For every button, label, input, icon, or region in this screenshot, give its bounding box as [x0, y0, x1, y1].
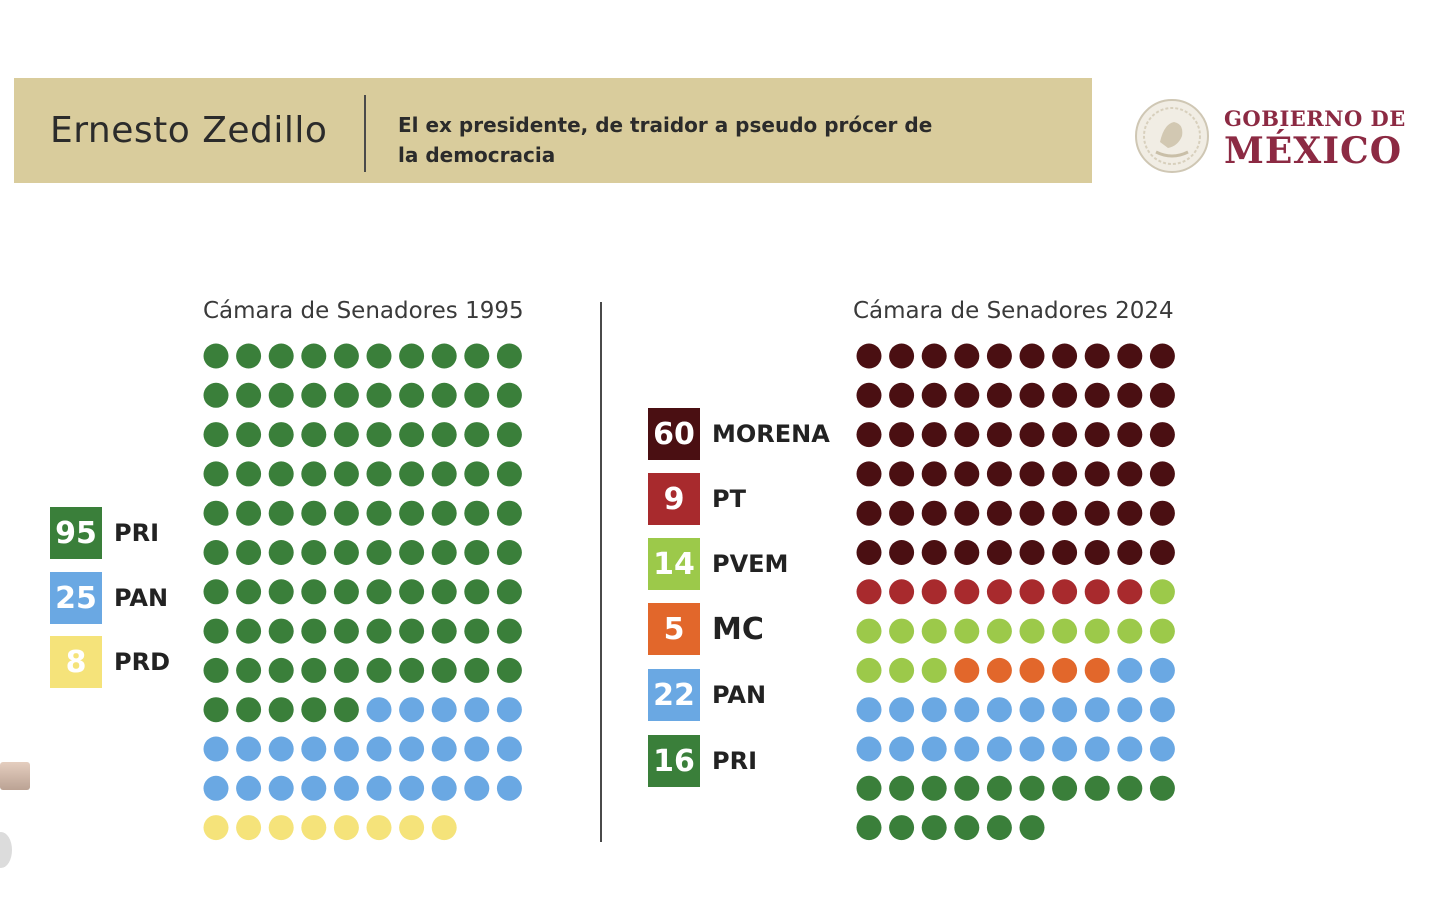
seat-dot-morena [889, 344, 914, 369]
seat-dot-pt [1020, 579, 1045, 604]
seat-dot-pri [1117, 776, 1142, 801]
seat-dot-pri [922, 776, 947, 801]
seat-dot-pri [399, 383, 424, 408]
seat-dot-pan [1117, 658, 1142, 683]
seat-dot-pri [334, 383, 359, 408]
seat-dot-pri [204, 501, 229, 526]
seat-dot-pan [301, 737, 326, 762]
seat-dot-pri [497, 383, 522, 408]
seat-dot-pri [334, 697, 359, 722]
chart-title-2024: Cámara de Senadores 2024 [853, 298, 1174, 324]
header-name: Ernesto Zedillo [50, 110, 328, 151]
seat-dot-pri [269, 344, 294, 369]
seat-dot-pan [889, 737, 914, 762]
seat-dot-pri [1020, 776, 1045, 801]
seat-dot-morena [857, 501, 882, 526]
legend-label: PT [712, 485, 746, 513]
seat-dot-pri [497, 579, 522, 604]
legend-value: 25 [50, 572, 102, 624]
legend-label: PRI [114, 519, 159, 547]
seat-dot-pan [1150, 697, 1175, 722]
seat-dot-mc [954, 658, 979, 683]
seat-dot-morena [1085, 501, 1110, 526]
legend-label: MORENA [712, 420, 830, 448]
seat-dot-pan [1052, 737, 1077, 762]
seat-dot-pri [1020, 815, 1045, 840]
seat-dot-pt [1117, 579, 1142, 604]
seat-dot-morena [1020, 540, 1045, 565]
seat-dot-pri [269, 461, 294, 486]
seat-dot-pri [334, 619, 359, 644]
seat-dot-pri [301, 619, 326, 644]
seat-dot-pri [301, 540, 326, 565]
seat-dot-pri [464, 461, 489, 486]
seat-dot-pri [236, 383, 261, 408]
seat-dot-pri [464, 579, 489, 604]
seat-dot-morena [857, 344, 882, 369]
seat-dot-pvem [1020, 619, 1045, 644]
seat-dot-morena [987, 422, 1012, 447]
seat-dot-pan [1150, 737, 1175, 762]
seat-dot-pan [1117, 697, 1142, 722]
seat-dot-pri [399, 540, 424, 565]
seat-dot-morena [889, 422, 914, 447]
seat-dot-pri [432, 579, 457, 604]
seat-dot-morena [889, 501, 914, 526]
seat-dot-pri [464, 501, 489, 526]
seat-dot-pri [432, 422, 457, 447]
seat-dot-pt [889, 579, 914, 604]
seat-dot-morena [1085, 540, 1110, 565]
seat-dot-pan [857, 737, 882, 762]
seat-dot-prd [334, 815, 359, 840]
seat-dot-pan [367, 697, 392, 722]
seat-dot-pvem [987, 619, 1012, 644]
seat-dot-pri [301, 422, 326, 447]
seat-dot-pri [204, 540, 229, 565]
seat-dot-pri [432, 619, 457, 644]
seat-dot-pri [236, 461, 261, 486]
seat-dot-pri [497, 461, 522, 486]
seat-dot-pri [334, 344, 359, 369]
legend-value: 8 [50, 636, 102, 688]
seat-dot-pri [399, 658, 424, 683]
legend-label: PAN [114, 584, 169, 612]
seat-dot-pri [497, 422, 522, 447]
seat-dot-pan [269, 737, 294, 762]
seat-dot-pt [954, 579, 979, 604]
seat-dot-morena [1085, 383, 1110, 408]
seat-dot-pri [204, 344, 229, 369]
seat-dot-pri [399, 579, 424, 604]
seat-dot-pri [367, 658, 392, 683]
seat-dot-pri [269, 383, 294, 408]
seat-dot-pan [399, 737, 424, 762]
seat-dot-pan [204, 776, 229, 801]
seat-dot-pri [334, 658, 359, 683]
seat-dot-pri [432, 540, 457, 565]
seat-dot-pri [987, 776, 1012, 801]
seat-dot-pri [367, 579, 392, 604]
seat-dot-morena [889, 540, 914, 565]
seat-dot-pri [301, 579, 326, 604]
seat-dot-morena [1052, 461, 1077, 486]
seat-dot-pri [367, 383, 392, 408]
seat-dot-pri [497, 344, 522, 369]
seat-dot-pvem [1117, 619, 1142, 644]
seat-dot-pvem [922, 658, 947, 683]
seat-dot-morena [1150, 540, 1175, 565]
seat-dot-pan [236, 737, 261, 762]
seat-dot-prd [367, 815, 392, 840]
seat-dot-pri [954, 776, 979, 801]
seat-dot-pri [399, 461, 424, 486]
seat-dot-pvem [889, 619, 914, 644]
seat-dot-pri [497, 501, 522, 526]
legend-label: PRI [712, 747, 757, 775]
seat-dot-pt [922, 579, 947, 604]
seat-dot-pvem [1085, 619, 1110, 644]
seat-dot-pri [432, 344, 457, 369]
seat-dot-pri [334, 461, 359, 486]
seat-dot-pan [367, 776, 392, 801]
seat-dot-morena [1052, 344, 1077, 369]
seat-dot-pri [236, 501, 261, 526]
seat-dot-morena [1117, 501, 1142, 526]
seat-dot-pri [367, 540, 392, 565]
seat-dot-pri [857, 776, 882, 801]
seat-dot-pri [269, 658, 294, 683]
seat-dot-morena [922, 540, 947, 565]
seat-dot-morena [1150, 461, 1175, 486]
seat-dot-morena [1052, 422, 1077, 447]
seat-dot-morena [987, 383, 1012, 408]
seat-dot-pri [204, 579, 229, 604]
seat-dot-pri [1085, 776, 1110, 801]
seat-dot-morena [857, 540, 882, 565]
seat-dot-pri [334, 422, 359, 447]
seat-dot-pan [987, 697, 1012, 722]
seat-dot-prd [269, 815, 294, 840]
seat-dot-morena [1085, 344, 1110, 369]
seat-dot-pri [954, 815, 979, 840]
seat-dot-prd [204, 815, 229, 840]
seat-dot-morena [987, 501, 1012, 526]
seat-dot-pri [399, 344, 424, 369]
seat-dot-morena [1020, 344, 1045, 369]
seat-dot-pri [204, 697, 229, 722]
seat-dot-pvem [1150, 579, 1175, 604]
seat-dot-morena [1052, 540, 1077, 565]
seat-dot-pan [922, 697, 947, 722]
gov-line1: GOBIERNO DE [1224, 106, 1406, 131]
seat-dot-pri [301, 383, 326, 408]
seat-dot-pvem [1052, 619, 1077, 644]
seat-dot-morena [1085, 422, 1110, 447]
edge-photo-fragment [0, 762, 30, 790]
seat-dot-mc [1085, 658, 1110, 683]
seat-dot-pvem [857, 658, 882, 683]
seat-dot-pri [464, 540, 489, 565]
seat-dot-morena [857, 461, 882, 486]
seat-dot-pri [301, 697, 326, 722]
seat-dot-pan [464, 737, 489, 762]
seat-dot-morena [889, 461, 914, 486]
legend-value: 9 [648, 473, 700, 525]
seat-dot-morena [1117, 422, 1142, 447]
seat-dot-pri [269, 619, 294, 644]
seat-dot-morena [987, 344, 1012, 369]
seat-dot-pri [432, 383, 457, 408]
seat-dot-pan [987, 737, 1012, 762]
seat-dot-pri [399, 422, 424, 447]
seat-dot-prd [432, 815, 457, 840]
seat-dot-morena [1117, 540, 1142, 565]
seat-dot-pan [464, 776, 489, 801]
seat-dot-pri [204, 461, 229, 486]
seat-dot-pan [464, 697, 489, 722]
seat-dot-pan [1085, 697, 1110, 722]
seat-dot-pri [269, 579, 294, 604]
seat-dot-pan [432, 776, 457, 801]
seat-dot-pri [301, 344, 326, 369]
seat-dot-pri [204, 658, 229, 683]
seat-dot-pri [987, 815, 1012, 840]
seat-dot-morena [954, 540, 979, 565]
seat-dot-pan [432, 737, 457, 762]
seat-dot-pan [399, 776, 424, 801]
seat-dot-morena [1020, 383, 1045, 408]
seat-dot-morena [922, 501, 947, 526]
seat-dot-morena [922, 461, 947, 486]
seat-dot-pri [497, 540, 522, 565]
seat-dot-pan [1150, 658, 1175, 683]
seat-dot-morena [922, 383, 947, 408]
seat-dot-pri [464, 619, 489, 644]
seat-dot-pan [334, 737, 359, 762]
seat-dot-pan [301, 776, 326, 801]
header-subtitle-line2: la democracia [398, 143, 556, 167]
seat-dot-mc [1020, 658, 1045, 683]
seat-dot-pt [1052, 579, 1077, 604]
seat-dot-pan [497, 737, 522, 762]
seat-dot-morena [954, 501, 979, 526]
seat-dot-pri [399, 501, 424, 526]
seat-dot-morena [987, 540, 1012, 565]
seat-dot-pri [236, 579, 261, 604]
seat-dot-pri [367, 422, 392, 447]
seat-dot-pvem [889, 658, 914, 683]
seat-dot-pan [857, 697, 882, 722]
seat-dot-pt [857, 579, 882, 604]
chart-title-1995: Cámara de Senadores 1995 [203, 298, 524, 324]
legend-label: PRD [114, 648, 170, 676]
legend-label: PVEM [712, 550, 789, 578]
seat-dot-pri [432, 501, 457, 526]
seat-dot-pri [236, 344, 261, 369]
seat-dot-morena [1085, 461, 1110, 486]
legend-label: PAN [712, 681, 767, 709]
seat-dot-pan [269, 776, 294, 801]
seat-dot-pri [464, 422, 489, 447]
seat-dot-pri [497, 658, 522, 683]
seat-dot-pri [432, 658, 457, 683]
seat-dot-pri [301, 461, 326, 486]
seat-dot-morena [1020, 422, 1045, 447]
seat-dot-pri [889, 815, 914, 840]
seat-dot-morena [1150, 383, 1175, 408]
seat-dot-pan [1052, 697, 1077, 722]
seat-dot-pan [1020, 697, 1045, 722]
seat-dot-pan [432, 697, 457, 722]
legend-value: 16 [648, 735, 700, 787]
seat-dot-prd [399, 815, 424, 840]
seat-dot-pan [954, 697, 979, 722]
seat-dot-morena [1052, 383, 1077, 408]
seat-dot-pri [334, 501, 359, 526]
seat-dot-morena [1150, 501, 1175, 526]
seat-dot-pan [954, 737, 979, 762]
seat-dot-morena [857, 422, 882, 447]
seat-dot-pan [334, 776, 359, 801]
legend-label: MC [712, 611, 764, 647]
seat-dot-pan [1117, 737, 1142, 762]
seat-dot-morena [1117, 461, 1142, 486]
seat-dot-morena [987, 461, 1012, 486]
seat-dot-pri [889, 776, 914, 801]
seat-dot-pri [1150, 776, 1175, 801]
seat-dot-prd [301, 815, 326, 840]
seat-dot-pri [269, 422, 294, 447]
seat-dot-morena [954, 344, 979, 369]
header-subtitle-line1: El ex presidente, de traidor a pseudo prócer de [398, 113, 933, 137]
seat-dot-pan [497, 776, 522, 801]
seat-dot-morena [857, 383, 882, 408]
seat-dot-pan [236, 776, 261, 801]
seat-dot-pvem [857, 619, 882, 644]
seat-dot-pri [269, 501, 294, 526]
seat-dot-pan [922, 737, 947, 762]
seat-dot-morena [1020, 501, 1045, 526]
seat-dot-pri [367, 501, 392, 526]
seat-dot-pri [204, 422, 229, 447]
seat-dot-pri [334, 579, 359, 604]
seat-dot-pri [432, 461, 457, 486]
seat-dot-pan [889, 697, 914, 722]
seat-dot-pri [399, 619, 424, 644]
seat-dot-pri [236, 658, 261, 683]
seat-dot-morena [1117, 344, 1142, 369]
seat-dot-pri [236, 422, 261, 447]
legend-value: 60 [648, 408, 700, 460]
seat-dot-pan [399, 697, 424, 722]
seat-dot-morena [1052, 501, 1077, 526]
seat-dot-pri [204, 619, 229, 644]
seat-dot-pri [334, 540, 359, 565]
seat-dot-morena [1020, 461, 1045, 486]
seat-dot-morena [1150, 344, 1175, 369]
seat-dot-pri [204, 383, 229, 408]
seat-dot-pri [269, 697, 294, 722]
legend-value: 5 [648, 603, 700, 655]
seat-dot-mc [1052, 658, 1077, 683]
seat-dot-pt [1085, 579, 1110, 604]
seat-dot-morena [954, 383, 979, 408]
seat-dot-pri [269, 540, 294, 565]
seat-dot-morena [954, 422, 979, 447]
seat-dot-morena [954, 461, 979, 486]
seat-dot-pvem [1150, 619, 1175, 644]
seat-dot-pri [922, 815, 947, 840]
seat-dot-morena [1117, 383, 1142, 408]
seat-dot-morena [922, 422, 947, 447]
seat-dot-pri [367, 619, 392, 644]
seat-dot-pri [236, 540, 261, 565]
seat-dot-pri [464, 658, 489, 683]
seat-dot-pt [987, 579, 1012, 604]
gov-line2: MÉXICO [1224, 130, 1403, 172]
seat-dot-morena [889, 383, 914, 408]
seat-dot-prd [236, 815, 261, 840]
legend-value: 95 [50, 507, 102, 559]
seat-dot-pri [367, 344, 392, 369]
seat-dot-pri [497, 619, 522, 644]
seat-dot-pri [1052, 776, 1077, 801]
seat-dot-pan [497, 697, 522, 722]
legend-value: 22 [648, 669, 700, 721]
seat-dot-morena [1150, 422, 1175, 447]
seat-dot-pan [367, 737, 392, 762]
seat-dot-pri [367, 461, 392, 486]
seat-dot-pri [464, 383, 489, 408]
seat-dot-pri [464, 344, 489, 369]
seat-dot-pri [857, 815, 882, 840]
legend-value: 14 [648, 538, 700, 590]
seat-dot-pvem [954, 619, 979, 644]
seat-dot-mc [987, 658, 1012, 683]
seat-dot-pri [301, 501, 326, 526]
seat-dot-pan [1085, 737, 1110, 762]
seat-dot-pri [301, 658, 326, 683]
seat-dot-pan [204, 737, 229, 762]
seat-dot-morena [922, 344, 947, 369]
seat-dot-pri [236, 619, 261, 644]
seat-dot-pvem [922, 619, 947, 644]
seat-dot-pan [1020, 737, 1045, 762]
seat-dot-pri [236, 697, 261, 722]
